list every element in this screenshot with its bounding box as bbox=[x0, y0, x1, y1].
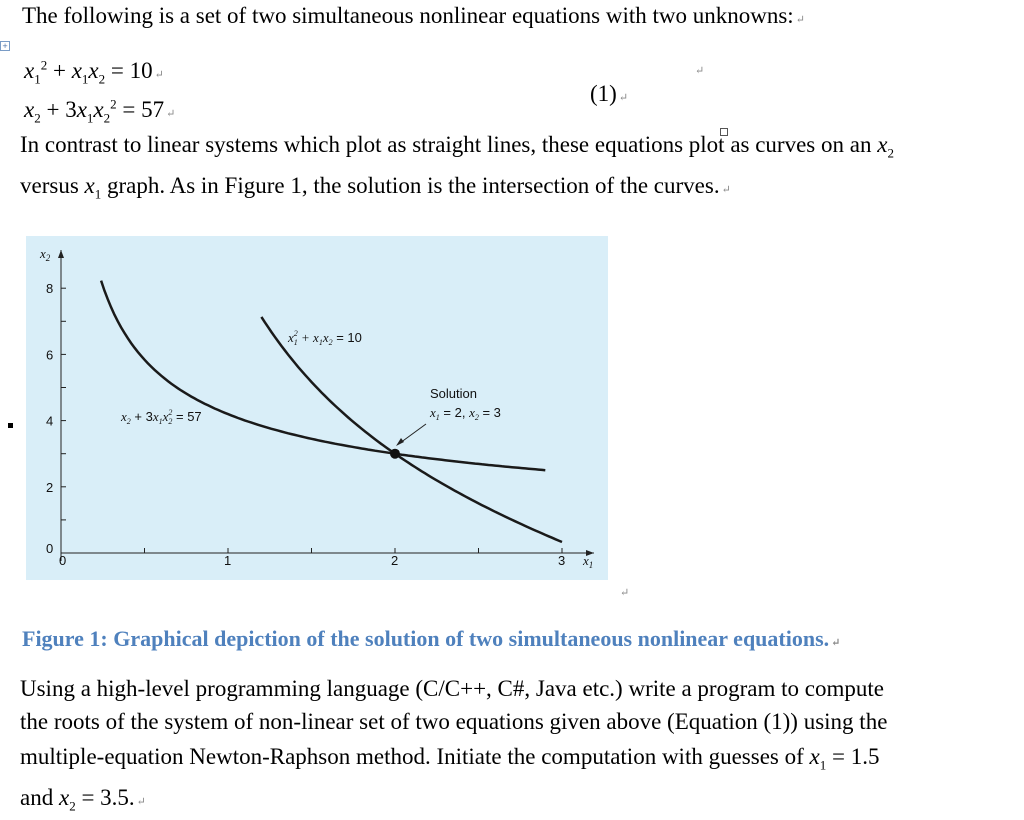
x-tick-label: 3 bbox=[558, 553, 566, 568]
curve2-label: $x_2 + 3x_1x^2$ 2 = 57 bbox=[121, 408, 202, 426]
paragraph-mark-icon: ↵ bbox=[795, 14, 805, 26]
curve2-line bbox=[101, 281, 545, 471]
solution-arrow-head-icon bbox=[396, 438, 404, 446]
solution-values: $x_1 = 2$, $x_2 = 3$ bbox=[430, 405, 501, 422]
y-tick-label: 2 bbox=[46, 479, 54, 495]
x-tick-label: 2 bbox=[391, 553, 399, 568]
intro-paragraph bbox=[22, 2, 805, 30]
y-tick-label: 0 bbox=[46, 541, 54, 556]
paragraph-mark-icon: ↵ bbox=[695, 65, 705, 77]
equation-1: $x_1^2 + x_1x_2 = 10$ ↵ bbox=[24, 57, 164, 87]
y-tick-label: 4 bbox=[46, 413, 54, 429]
bullet-marker bbox=[8, 423, 13, 428]
curve1-label: $x^2$ $1 + x_1x_2 = 10$ bbox=[288, 329, 362, 347]
x-axis-label: $x_1$ bbox=[583, 553, 594, 570]
plot-svg bbox=[26, 236, 608, 580]
para3-line2: the roots of the system of non-linear set of two equations given above (Equation (1)) using the bbox=[20, 709, 888, 734]
intro-text: The following is a set of two simultaneous nonlinear equations with two unknowns: bbox=[22, 3, 794, 28]
x-tick-label: 1 bbox=[224, 553, 232, 568]
para3-line4: and $x_2 = 3.5$. ↵ bbox=[20, 785, 146, 814]
para3-line3: multiple-equation Newton-Raphson method. Initiate the computation with guesses of $x_1 = 1.5$ bbox=[20, 744, 880, 773]
expand-handle-icon[interactable]: + bbox=[0, 41, 10, 51]
y-tick-label: 8 bbox=[46, 281, 54, 297]
x-tick-label: 0 bbox=[59, 553, 67, 568]
solution-point bbox=[390, 449, 400, 459]
para2-line1: In contrast to linear systems which plot as straight lines, these equations plot as curves on an $x_2$ bbox=[20, 132, 894, 161]
y-tick-label: 6 bbox=[46, 347, 54, 363]
curve1-line bbox=[261, 317, 562, 542]
solution-arrow bbox=[400, 424, 426, 443]
paragraph-mark-icon: ↵ bbox=[620, 587, 630, 599]
solution-title: Solution bbox=[430, 386, 477, 401]
y-axis-arrow-icon bbox=[58, 250, 64, 258]
figure-1-plot bbox=[26, 236, 608, 580]
equation-number: (1) ↵ bbox=[590, 81, 629, 106]
para2-line2: versus $x_1$ graph. As in Figure 1, the solution is the intersection of the curves. ↵ bbox=[20, 173, 731, 202]
equation-2: $x_2 + 3x_1x_2^2 = 57$ ↵ bbox=[24, 96, 176, 126]
y-axis-label: $x_2$ bbox=[40, 246, 51, 263]
figure-caption: Figure 1: Graphical depiction of the solution of two simultaneous nonlinear equations. ↵ bbox=[22, 626, 841, 651]
para3-line1: Using a high-level programming language (C/C++, C#, Java etc.) write a program to compute bbox=[20, 676, 884, 701]
